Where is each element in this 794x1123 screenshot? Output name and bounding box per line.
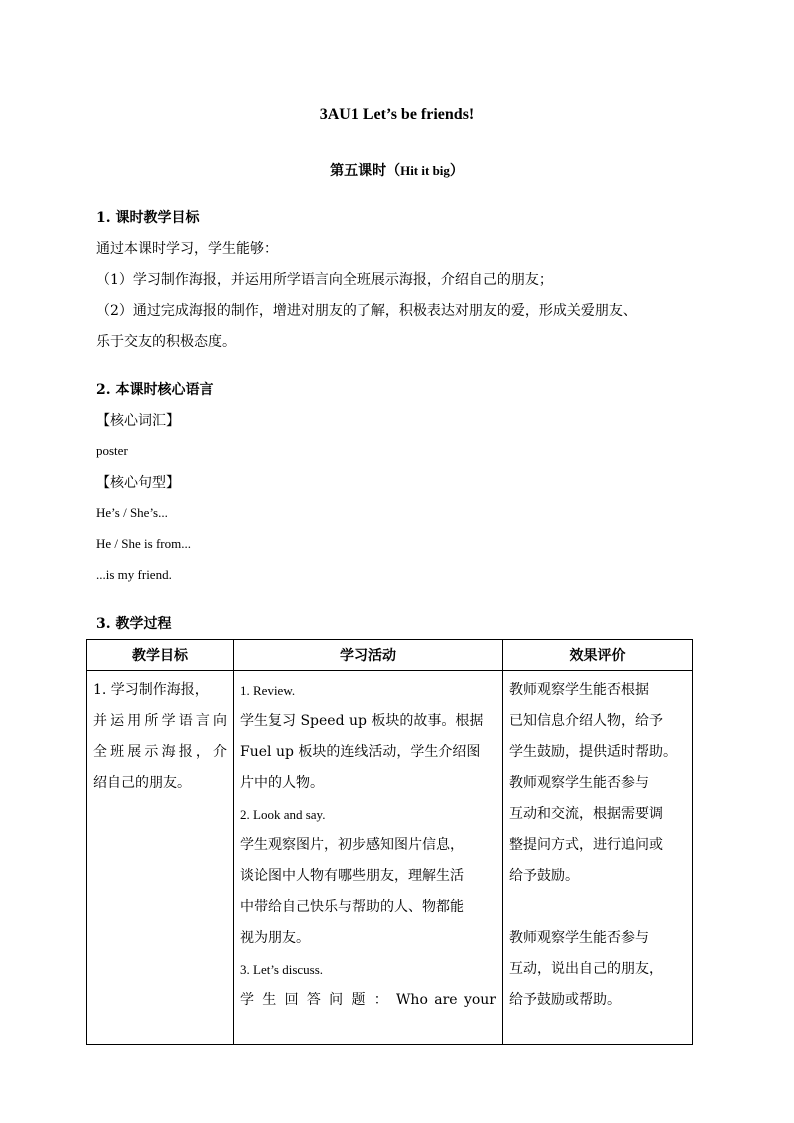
section1-heading: 1. 课时教学目标 <box>96 210 200 226</box>
evaluation-line: 互动，说出自己的朋友， <box>509 961 663 977</box>
header-goal: 教学目标 <box>87 640 234 671</box>
table-header-row <box>87 640 693 671</box>
lesson-subtitle <box>0 160 794 180</box>
goal-line: 并运用所学语言向 <box>93 713 227 729</box>
goal-line: 全班展示海报，介 <box>93 744 227 760</box>
section2-heading: 2. 本课时核心语言 <box>96 382 214 398</box>
vocab-item: poster <box>96 443 128 458</box>
evaluation-line: 学生鼓励，提供适时帮助。 <box>509 744 677 760</box>
evaluation-line: 给予鼓励。 <box>509 868 579 884</box>
subtitle-zh: 第五课时（ <box>330 163 401 179</box>
section3-heading: 3. 教学过程 <box>96 616 172 632</box>
activity-line: 学 生 回 答 问 题 ： Who are your <box>240 992 496 1008</box>
pattern-3: ...is my friend. <box>96 567 172 582</box>
vocab-label: 【核心词汇】 <box>96 413 180 429</box>
activity-cell <box>234 671 503 1045</box>
activity-line: 片中的人物。 <box>240 775 324 791</box>
teaching-process-table <box>86 639 693 1045</box>
pattern-1: He’s / She’s... <box>96 505 168 520</box>
evaluation-line: 教师观察学生能否参与 <box>509 930 649 946</box>
goal-cell <box>87 671 234 1045</box>
header-activity: 学习活动 <box>234 640 503 671</box>
table-row <box>87 671 693 1045</box>
activity-line: 3. Let’s discuss. <box>240 962 324 977</box>
activity-line: 学生观察图片，初步感知图片信息， <box>240 837 464 853</box>
section1-intro: 通过本课时学习，学生能够： <box>96 241 278 257</box>
activity-line: 学生复习 Speed up 板块的故事。根据 <box>240 713 484 729</box>
activity-line: 2. Look and say. <box>240 807 326 822</box>
subtitle-en: Hit it big <box>400 163 450 178</box>
goal-2-line1: （2）通过完成海报的制作，增进对朋友的了解，积极表达对朋友的爱，形成关爱朋友、 <box>96 303 637 319</box>
evaluation-line: 教师观察学生能否参与 <box>509 775 649 791</box>
activity-line: Fuel up 板块的连线活动，学生介绍图 <box>240 744 481 760</box>
subtitle-close: ） <box>449 163 464 179</box>
evaluation-line: 教师观察学生能否根据 <box>509 682 649 698</box>
pattern-2: He / She is from... <box>96 536 191 551</box>
evaluation-cell <box>503 671 693 1045</box>
pattern-label: 【核心句型】 <box>96 475 180 491</box>
header-evaluation: 效果评价 <box>503 640 693 671</box>
document-title: 3AU1 Let’s be friends! <box>319 106 475 123</box>
goal-line: 绍自己的朋友。 <box>93 775 191 791</box>
evaluation-spacer <box>509 892 686 923</box>
evaluation-line: 已知信息介绍人物，给予 <box>509 713 663 729</box>
activity-line: 谈论图中人物有哪些朋友，理解生活 <box>240 868 464 884</box>
evaluation-line: 互动和交流，根据需要调 <box>509 806 663 822</box>
evaluation-line: 给予鼓励或帮助。 <box>509 992 621 1008</box>
goal-2-line2: 乐于交友的积极态度。 <box>96 334 236 350</box>
activity-line: 中带给自己快乐与帮助的人、物都能 <box>240 899 464 915</box>
activity-line: 视为朋友。 <box>240 930 310 946</box>
evaluation-line: 整提问方式，进行追问或 <box>509 837 663 853</box>
activity-line: 1. Review. <box>240 683 296 698</box>
goal-line: 1. 学习制作海报， <box>93 682 209 698</box>
goal-1: （1）学习制作海报，并运用所学语言向全班展示海报，介绍自己的朋友； <box>96 272 553 288</box>
